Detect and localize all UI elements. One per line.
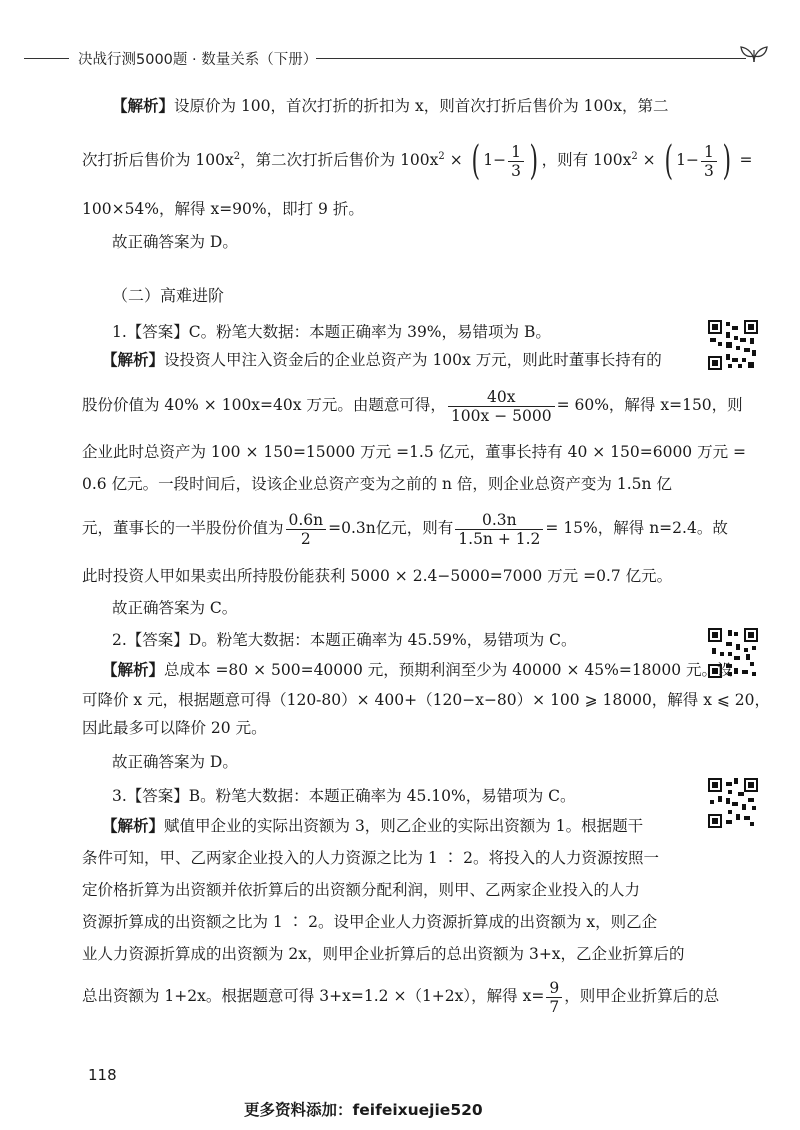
q1-analysis-line-2: 股份价值为 40% × 100x=40x 万元。由题意可得， $\frac{40x}{100x - 5000}$ = 60%，解得 x=150，则 — [82, 387, 743, 425]
page-number: 118 — [88, 1066, 117, 1084]
q3-analysis-line-4: 资源折算成的出资额之比为 1 ∶ 2。设甲企业人力资源折算成的出资额为 x，则乙企 — [82, 913, 658, 931]
fraction-one-third: $\frac{1}{3}$ — [508, 143, 524, 180]
fraction-0-3n: $\frac{0.3n}{1.5n + 1.2}$ — [455, 511, 543, 548]
q3-answer: 3.【答案】B。粉笔大数据：本题正确率为 45.10%，易错项为 C。 — [112, 787, 576, 805]
q2-analysis-line-2: 可降价 x 元，根据题意可得（120-80）× 400+（120−x−80）× 100 ⩾ 18000，解得 x ⩽ 20， — [82, 691, 771, 709]
q3-analysis-line-5: 业人力资源折算成的出资额为 2x，则甲企业折算后的总出资额为 3+x，乙企业折算后的 — [82, 945, 685, 963]
q1-analysis-line-3: 企业此时总资产为 100 × 150=15000 万元 =1.5 亿元，董事长持有 40 × 150=6000 万元 = — [82, 443, 747, 461]
q3-analysis-line-1: 【解析】赋值甲企业的实际出资额为 3，则乙企业的实际出资额为 1。根据题干 — [102, 817, 644, 835]
q1-analysis-line-6: 此时投资人甲如果卖出所持股份能获利 5000 × 2.4−5000=7000 万元 =0.7 亿元。 — [82, 567, 673, 585]
q2-analysis-line-1: 【解析】总成本 =80 × 500=40000 元，预期利润至少为 40000 × 45%=18000 元。设 — [102, 661, 733, 679]
p1-text-1: 设原价为 100，首次打折的折扣为 x，则首次打折后售价为 100x，第二 — [174, 97, 669, 115]
q2-analysis-line-3: 因此最多可以降价 20 元。 — [82, 719, 267, 737]
qr-code-icon — [708, 778, 758, 828]
q1-analysis-line-4: 0.6 亿元。一段时间后，设该企业总资产变为之前的 n 倍，则企业总资产变为 1.5n 亿 — [82, 475, 672, 493]
section-title: （二）高难进阶 — [112, 286, 225, 305]
p1-line-2: 次打折后售价为 $100x^2$，第二次打折后售价为 $100x^2$ × ( 1− $\frac{1}{3}$ ) ，则有 $100x^2$ × ( 1− $\frac{1}{3}$ ) = — [82, 138, 753, 184]
fraction-0-6n: $\frac{0.6n}{2}$ — [286, 511, 327, 548]
q3-analysis-line-2: 条件可知，甲、乙两家企业投入的人力资源之比为 1 ∶ 2。将投入的人力资源按照一 — [82, 849, 660, 867]
q1-conclusion: 故正确答案为 C。 — [112, 599, 238, 617]
p1-line-1 — [112, 96, 668, 116]
fraction-40x: $\frac{40x}{100x - 5000}$ — [448, 388, 555, 425]
p1-line-3: 100×54%，解得 x=90%，即打 9 折。 — [82, 200, 364, 218]
header-rule-left — [24, 58, 69, 59]
q1-analysis-line-5: 元，董事长的一半股份价值为 $\frac{0.6n}{2}$ =0.3n亿元，则有 $\frac{0.3n}{1.5n + 1.2}$ = 15%，解得 n=2.4。故 — [82, 510, 728, 548]
header-rule-right — [316, 58, 746, 59]
qr-code-icon — [708, 320, 758, 370]
p1-conclusion: 故正确答案为 D。 — [112, 233, 238, 251]
fraction-9-7: $\frac{9}{7}$ — [546, 979, 562, 1016]
running-header — [0, 38, 800, 78]
footer-watermark-text: 更多资料添加：feifeixuejie520 — [244, 1101, 483, 1119]
q3-analysis-line-6: 总出资额为 1+2x。根据题意可得 3+x=1.2 ×（1+2x），解得 x= $\frac{9}{7}$ ，则甲企业折算后的总 — [82, 978, 720, 1016]
q2-conclusion: 故正确答案为 D。 — [112, 753, 238, 771]
q1-answer: 1.【答案】C。粉笔大数据：本题正确率为 39%，易错项为 B。 — [112, 323, 551, 341]
leaf-ornament-icon — [738, 42, 770, 64]
q2-answer: 2.【答案】D。粉笔大数据：本题正确率为 45.59%，易错项为 C。 — [112, 631, 577, 649]
q1-analysis-line-1: 【解析】设投资人甲注入资金后的企业总资产为 100x 万元，则此时董事长持有的 — [102, 351, 662, 369]
fraction-one-third: $\frac{1}{3}$ — [701, 143, 717, 180]
analysis-tag: 【解析】 — [112, 97, 175, 115]
analysis-tag: 【解析】 — [102, 661, 165, 679]
analysis-tag: 【解析】 — [102, 817, 165, 835]
q3-analysis-line-3: 定价格折算为出资额并依折算后的出资额分配利润，则甲、乙两家企业投入的人力 — [82, 881, 641, 899]
header-title: 决战行测5000题 · 数量关系（下册） — [78, 52, 318, 68]
analysis-tag: 【解析】 — [102, 351, 165, 369]
